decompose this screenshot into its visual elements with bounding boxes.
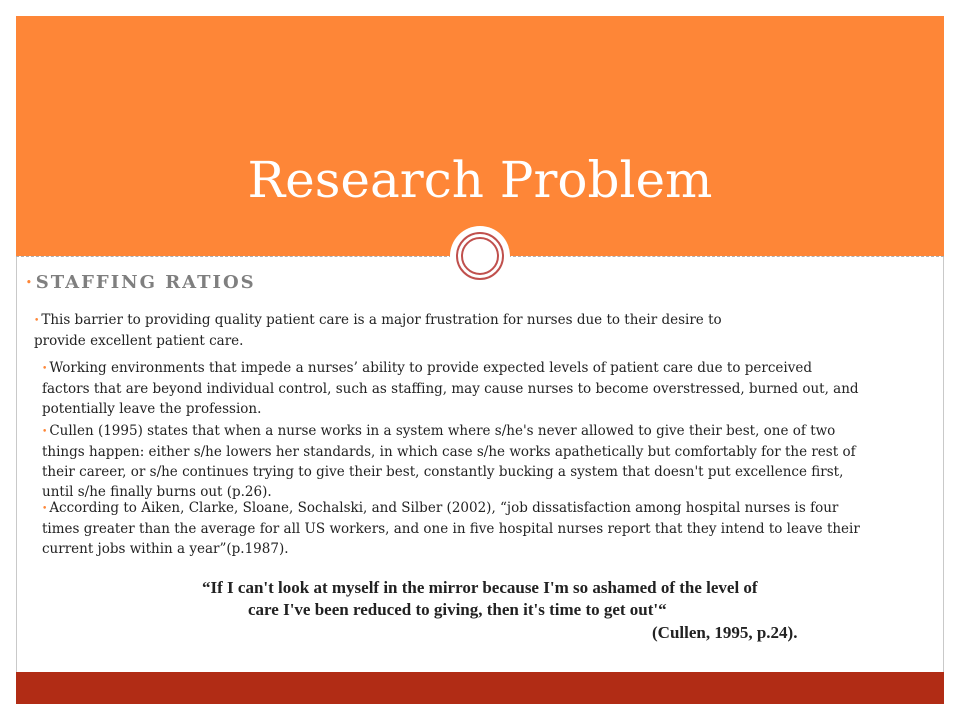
sub-bullet-text: Cullen (1995) states that when a nurse works in a system where s/he's never allowed to give their best, one of two things happen: either s/he lowers her standards, in which case s/he works apathetically but comfortably for the rest of their career, or s/he continues trying to give their best, constantly bucking a system that doesn't put excellence first, until s/he finally burns out (p.26).	[42, 423, 856, 500]
divider-left	[16, 256, 452, 257]
sub-bullet-text: Working environments that impede a nurses’ ability to provide expected levels of patient care due to perceived factors that are beyond individual control, such as staffing, may cause nurses to become overstressed, burned out, and potentially leave the profession.	[42, 360, 859, 417]
slide-title: Research Problem	[247, 151, 713, 209]
bullet-icon: •	[42, 503, 48, 514]
bullet-icon: •	[34, 315, 40, 326]
sub-bullet-text: According to Aiken, Clarke, Sloane, Sochalski, and Silber (2002), “job dissatisfaction among hospital nurses is four times greater than the average for all US workers, and one in five hospital nurses report that they intend to leave their current jobs within a year”(p.1987).	[42, 500, 860, 557]
section-heading	[26, 272, 256, 293]
quote-citation: (Cullen, 1995, p.24).	[652, 623, 798, 642]
quote-line-2: care I've been reduced to giving, then it's time to get out'“	[248, 600, 667, 619]
title-banner	[16, 16, 944, 256]
section-heading-text: STAFFING RATIOS	[35, 272, 256, 293]
divider-right	[508, 256, 944, 257]
circle-ornament-icon	[450, 226, 510, 286]
ornament-inner-ring	[461, 237, 499, 275]
bullet-icon: •	[42, 426, 48, 437]
sub-bullet-3	[42, 498, 862, 559]
footer-bar	[16, 672, 944, 704]
quote-line-1: “If I can't look at myself in the mirror because I'm so ashamed of the level of	[202, 578, 758, 597]
bullet-icon: •	[42, 363, 48, 374]
bullet-intro-text: This barrier to providing quality patient care is a major frustration for nurses due to their desire to provide excellent patient care.	[34, 312, 722, 349]
quote-block	[180, 577, 840, 621]
bullet-icon: •	[26, 278, 34, 288]
sub-bullet-2	[42, 421, 862, 502]
sub-bullet-1	[42, 358, 862, 419]
bullet-intro	[34, 310, 734, 351]
